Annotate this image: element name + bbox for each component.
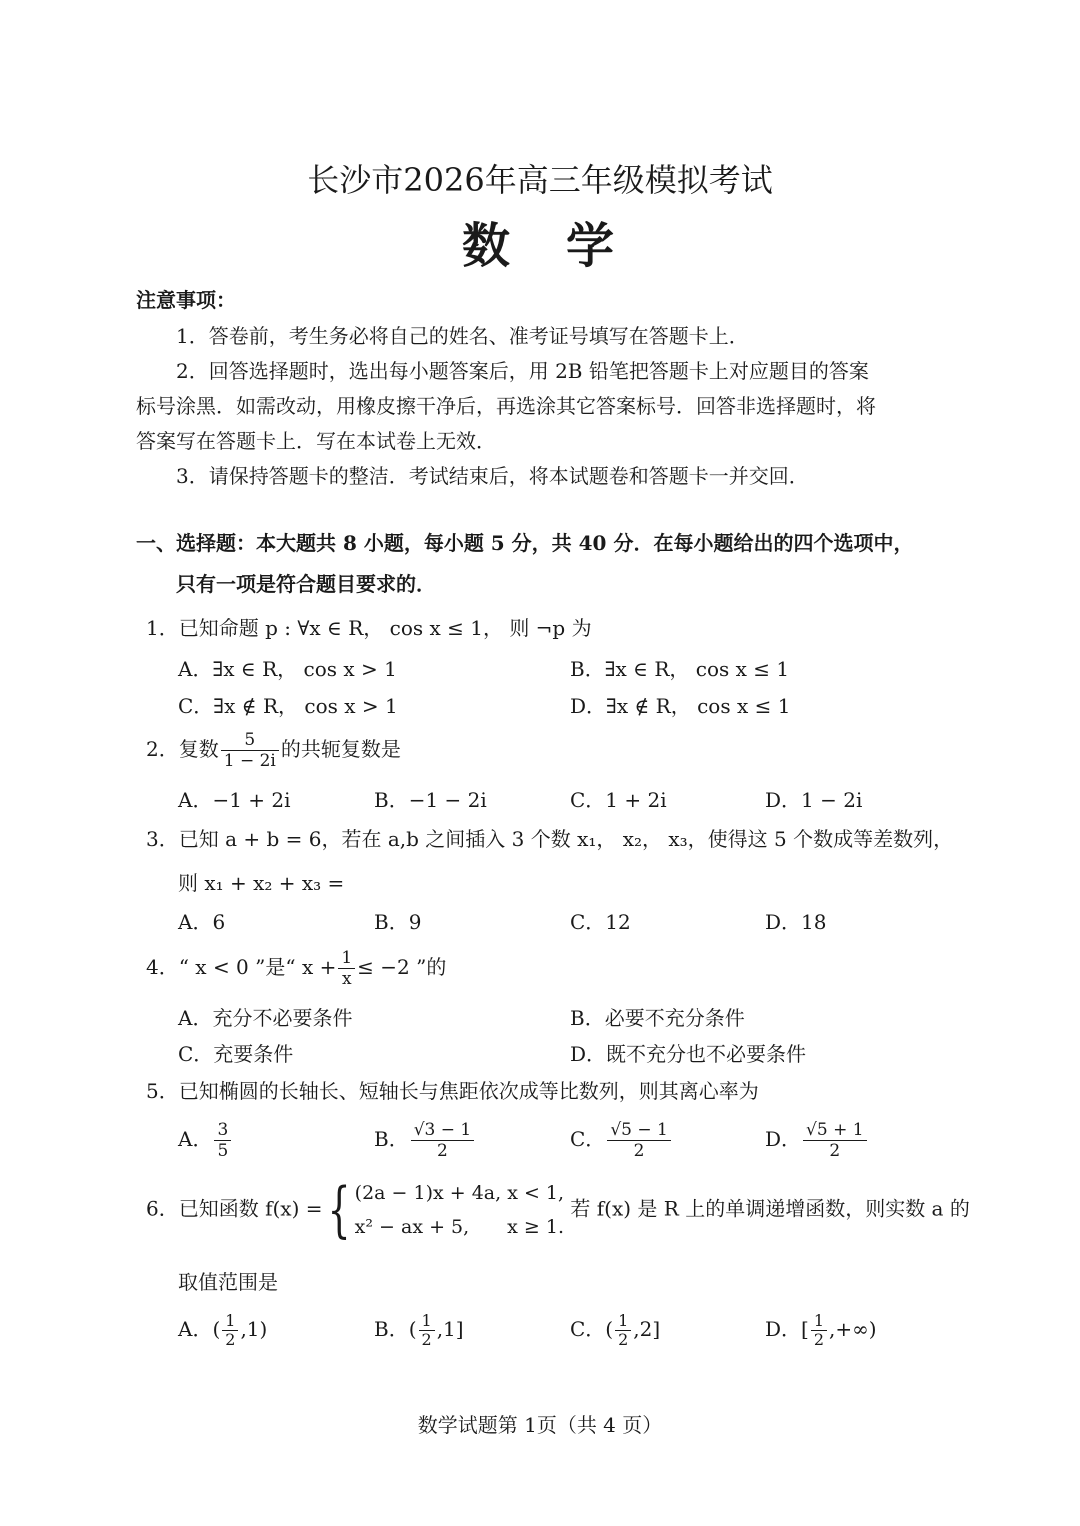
question-2-option-c: C．1 + 2i xyxy=(570,788,667,812)
question-6-option-b xyxy=(374,1312,464,1349)
question-3-option-b: B．9 xyxy=(374,910,422,934)
question-5-option-d xyxy=(765,1120,869,1161)
question-1-option-a: A．∃x ∈ R， cos x > 1 xyxy=(178,657,397,681)
question-2-stem xyxy=(146,730,401,771)
question-5-option-b xyxy=(374,1120,476,1161)
exam-title: 长沙市2026年高三年级模拟考试 xyxy=(307,161,773,199)
question-2-option-b: B．−1 − 2i xyxy=(374,788,487,812)
question-6-option-d-label: D．[ xyxy=(765,1317,809,1341)
question-6-option-b-denominator: 2 xyxy=(421,1330,432,1349)
page-footer: 数学试题第 1页（共 4 页） xyxy=(417,1413,663,1437)
question-5-option-d-numerator: √5 + 1 xyxy=(803,1120,867,1141)
question-6-option-b-numerator: 1 xyxy=(419,1312,435,1331)
question-5-option-c-fraction xyxy=(607,1120,671,1161)
question-6-option-a-denominator: 2 xyxy=(225,1330,236,1349)
notice-item-3: 3．请保持答题卡的整洁．考试结束后，将本试题卷和答题卡一并交回． xyxy=(176,464,809,488)
question-6-prefix: 6．已知函数 f(x) = xyxy=(146,1196,323,1221)
question-5-option-c-numerator: √5 − 1 xyxy=(607,1120,671,1141)
question-4-fraction-numerator: 1 xyxy=(338,948,355,969)
piecewise-brace: { xyxy=(328,1175,352,1245)
question-4-prefix: 4．“ x < 0 ”是“ x + xyxy=(146,955,337,979)
question-6-option-a-tail: ,1) xyxy=(240,1317,268,1341)
question-5-option-a-numerator: 3 xyxy=(214,1120,231,1141)
question-6-option-c-tail: ,2] xyxy=(633,1317,661,1341)
question-6-option-c-numerator: 1 xyxy=(615,1312,631,1331)
question-3-option-a: A．6 xyxy=(178,910,226,934)
question-6-option-c-label: C．( xyxy=(570,1317,614,1341)
question-6-stem xyxy=(146,1176,970,1244)
question-6-option-a-numerator: 1 xyxy=(222,1312,238,1331)
question-2-fraction-numerator: 5 xyxy=(221,730,279,751)
question-4-fraction xyxy=(338,948,355,989)
question-6-option-c xyxy=(570,1312,660,1349)
question-4-fraction-denominator: x xyxy=(341,969,352,989)
question-3-option-d: D．18 xyxy=(765,910,827,934)
question-4-option-a: A．充分不必要条件 xyxy=(178,1006,353,1030)
question-6-option-b-label: B．( xyxy=(374,1317,417,1341)
question-3-option-c: C．12 xyxy=(570,910,631,934)
question-5-option-d-denominator: 2 xyxy=(829,1141,841,1161)
question-5-option-a-label: A． xyxy=(178,1127,213,1151)
section-heading-line-2: 只有一项是符合题目要求的． xyxy=(176,572,436,596)
question-6-option-d-denominator: 2 xyxy=(813,1330,825,1349)
question-6-option-c-fraction xyxy=(615,1312,631,1349)
piecewise-cases xyxy=(355,1176,564,1244)
question-5-option-d-label: D． xyxy=(765,1127,802,1151)
question-6-option-b-fraction xyxy=(419,1312,435,1349)
question-2-fraction-denominator: 1 − 2i xyxy=(223,751,276,771)
question-5-option-b-label: B． xyxy=(374,1127,409,1151)
question-5-option-a-denominator: 5 xyxy=(217,1141,229,1161)
question-5-option-d-fraction xyxy=(803,1120,867,1161)
notice-item-2-line-2: 标号涂黑．如需改动，用橡皮擦干净后，再选涂其它答案标号．回答非选择题时，将 xyxy=(136,394,876,418)
question-5-option-b-denominator: 2 xyxy=(437,1141,448,1161)
question-6-option-a-label: A．( xyxy=(178,1317,221,1341)
question-5-option-c-label: C． xyxy=(570,1127,606,1151)
question-5-stem: 5．已知椭圆的长轴长、短轴长与焦距依次成等比数列，则其离心率为 xyxy=(146,1079,759,1103)
question-6-option-d xyxy=(765,1312,877,1349)
question-6-option-c-denominator: 2 xyxy=(618,1330,629,1349)
question-2-option-d: D．1 − 2i xyxy=(765,788,863,812)
piecewise-case-2: x² − ax + 5, x ≥ 1. xyxy=(354,1216,565,1238)
notice-item-2-line-1: 2．回答选择题时，选出每小题答案后，用 2B 铅笔把答题卡上对应题目的答案 xyxy=(176,359,869,383)
subject-title: 数 学 xyxy=(461,218,618,274)
question-3-stem-line-1: 3．已知 a + b = 6，若在 a,b 之间插入 3 个数 x₁， x₂， x₃，使得这 5 个数成等差数列， xyxy=(146,827,954,851)
question-5-option-c xyxy=(570,1120,673,1161)
question-5-option-b-numerator: √3 − 1 xyxy=(411,1120,475,1141)
question-2-suffix: 的共轭复数是 xyxy=(280,737,401,761)
question-6-option-a-fraction xyxy=(222,1312,238,1349)
question-4-suffix: ≤ −2 ”的 xyxy=(357,955,447,979)
question-6-suffix: 若 f(x) 是 R 上的单调递增函数，则实数 a 的 xyxy=(570,1196,970,1221)
question-2-option-a: A．−1 + 2i xyxy=(178,788,291,812)
question-4-option-d: D．既不充分也不必要条件 xyxy=(570,1042,807,1066)
question-3-stem-line-2: 则 x₁ + x₂ + x₃ = xyxy=(178,871,345,895)
notice-item-1: 1．答卷前，考生务必将自己的姓名、准考证号填写在答题卡上． xyxy=(176,324,749,348)
question-2-prefix: 2．复数 xyxy=(146,737,219,761)
question-5-option-a xyxy=(178,1120,233,1161)
question-4-option-c: C．充要条件 xyxy=(178,1042,294,1066)
question-6-stem-line-2: 取值范围是 xyxy=(178,1270,278,1294)
question-1-stem: 1．已知命题 p : ∀x ∈ R， cos x ≤ 1， 则 ¬p 为 xyxy=(146,616,592,640)
question-4-stem xyxy=(146,948,446,989)
notice-heading: 注意事项： xyxy=(136,288,236,312)
notice-item-2-line-3: 答案写在答题卡上．写在本试卷上无效． xyxy=(136,429,496,453)
section-heading-line-1: 一、选择题：本大题共 8 小题，每小题 5 分，共 40 分．在每小题给出的四个选项中， xyxy=(136,531,914,555)
question-1-option-d: D．∃x ∉ R， cos x ≤ 1 xyxy=(570,694,791,718)
question-2-fraction xyxy=(221,730,279,771)
question-6-option-a xyxy=(178,1312,267,1349)
question-1-option-b: B．∃x ∈ R， cos x ≤ 1 xyxy=(570,657,790,681)
question-1-option-c: C．∃x ∉ R， cos x > 1 xyxy=(178,694,398,718)
question-4-option-b: B．必要不充分条件 xyxy=(570,1006,745,1030)
question-5-option-a-fraction xyxy=(214,1120,231,1161)
piecewise-case-1: (2a − 1)x + 4a, x < 1, xyxy=(354,1182,565,1204)
question-6-option-d-fraction xyxy=(811,1312,827,1349)
question-6-option-d-numerator: 1 xyxy=(811,1312,827,1331)
question-5-option-c-denominator: 2 xyxy=(633,1141,645,1161)
question-6-option-d-tail: ,+∞) xyxy=(829,1317,877,1341)
question-6-option-b-tail: ,1] xyxy=(436,1317,464,1341)
question-5-option-b-fraction xyxy=(411,1120,475,1161)
